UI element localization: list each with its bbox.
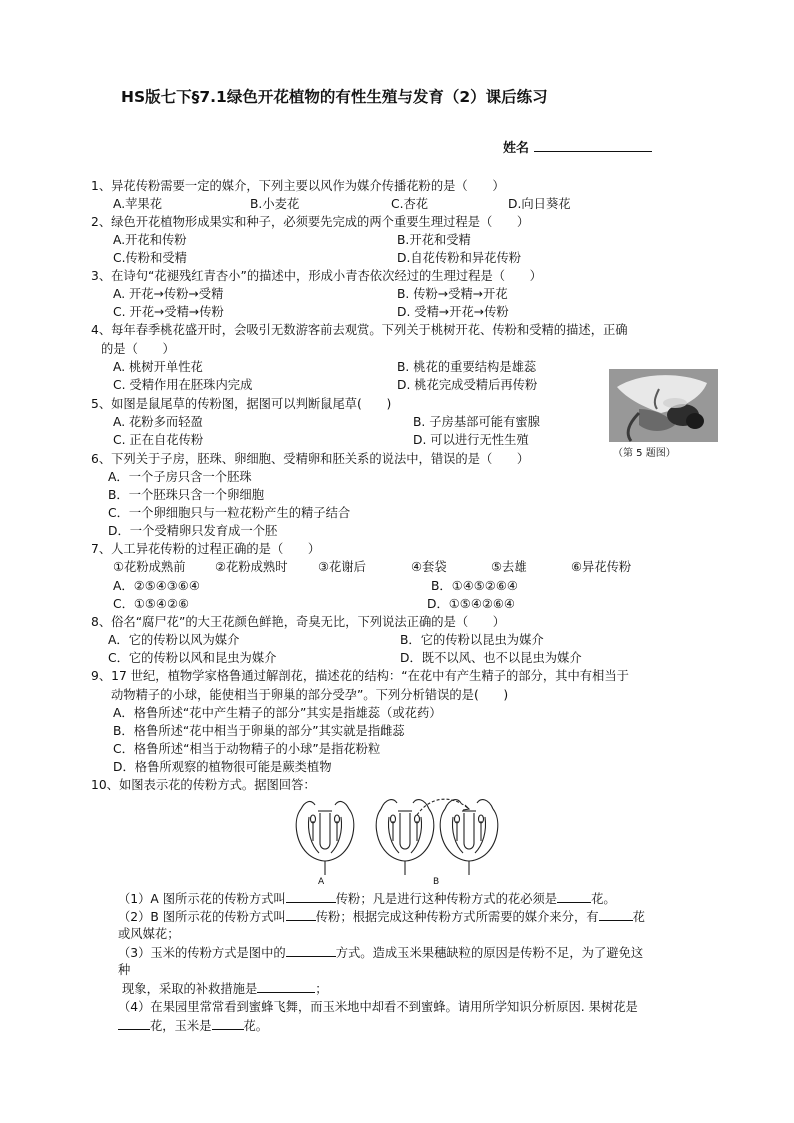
q6-option-d[interactable]: D．一个受精卵只发育成一个胚: [108, 524, 278, 538]
q6-option-a[interactable]: A．一个子房只含一个胚珠: [108, 470, 252, 484]
q7-option-b[interactable]: B．①④⑤②⑥④: [431, 579, 518, 593]
bee-flower-photo: [609, 369, 718, 442]
q10-part4-text-b: 花，玉米是: [150, 1019, 212, 1033]
q7-option-d[interactable]: D．①⑤④②⑥④: [427, 597, 515, 611]
q4-stem-cont: 的是（ ）: [101, 342, 175, 356]
q10-stem: 10、如图表示花的传粉方式。据图回答：: [91, 778, 316, 792]
q5-option-d[interactable]: D. 可以进行无性生殖: [413, 433, 529, 447]
q1-option-c[interactable]: C.杏花: [391, 197, 429, 211]
student-name-field[interactable]: [503, 139, 652, 157]
q7-step-3: ③花谢后: [318, 560, 366, 574]
q8-option-b[interactable]: B．它的传粉以昆虫为媒介: [400, 633, 544, 647]
q4-option-b[interactable]: B. 桃花的重要结构是雄蕊: [397, 360, 537, 374]
q10-part2: [118, 908, 645, 926]
pollination-diagram: [285, 791, 515, 891]
q3-option-c[interactable]: C. 开花→受精→传粉: [113, 305, 224, 319]
q10-part1-blank-2[interactable]: [557, 890, 591, 903]
q8-option-a[interactable]: A．它的传粉以风为媒介: [108, 633, 240, 647]
q1-option-d[interactable]: D.向日葵花: [508, 197, 571, 211]
q3-stem: 3、在诗句“花褪残红青杏小”的描述中，形成小青杏依次经过的生理过程是（ ）: [91, 269, 542, 283]
q1-stem: 1、异花传粉需要一定的媒介，下列主要以风作为媒介传播花粉的是（ ）: [91, 179, 505, 193]
q5-option-b[interactable]: B. 子房基部可能有蜜腺: [413, 415, 540, 429]
q10-part3-text-a: （3）玉米的传粉方式是图中的: [118, 946, 286, 960]
q2-option-a[interactable]: A.开花和传粉: [113, 233, 187, 247]
q4-stem: 4、每年春季桃花盛开时，会吸引无数游客前去观赏。下列关于桃树开花、传粉和受精的描述，正确: [91, 323, 628, 337]
q3-option-a[interactable]: A. 开花→传粉→受精: [113, 287, 224, 301]
q10-part4-cont: [118, 1017, 268, 1035]
q5-stem: 5、如图是鼠尾草的传粉图，据图可以判断鼠尾草( ): [91, 397, 392, 411]
q10-part2-text-c: 花: [632, 910, 645, 924]
q3-option-b[interactable]: B. 传粉→受精→开花: [397, 287, 508, 301]
figure-label-b: B: [433, 877, 440, 887]
q10-part3-text-b: 方式。造成玉米果穗缺粒的原因是传粉不足，为了避免这: [335, 946, 644, 960]
q8-stem: 8、俗名“腐尸花”的大王花颜色鲜艳，奇臭无比，下列说法正确的是（ ）: [91, 615, 506, 629]
q6-option-b[interactable]: B．一个胚珠只含一个卵细胞: [108, 488, 264, 502]
q10-part4-text-c: 花。: [243, 1019, 269, 1033]
name-blank[interactable]: [534, 139, 652, 152]
q10-part4-blank-2[interactable]: [212, 1017, 244, 1030]
q4-option-d[interactable]: D. 桃花完成受精后再传粉: [397, 378, 538, 392]
figure-label-a: A: [318, 877, 325, 887]
q5-option-a[interactable]: A. 花粉多而轻盈: [113, 415, 203, 429]
q9-stem-cont: 动物精子的小球，能使相当于卵巢的部分受孕”。下列分析错误的是( ): [111, 688, 509, 702]
q7-stem: 7、人工异花传粉的过程正确的是（ ）: [91, 542, 321, 556]
q10-part1-text-c: 花。: [591, 892, 616, 906]
q1-option-b[interactable]: B.小麦花: [250, 197, 300, 211]
q7-step-1: ①花粉成熟前: [113, 560, 186, 574]
q6-stem: 6、下列关于子房，胚珠、卵细胞、受精卵和胚关系的说法中，错误的是（ ）: [91, 452, 530, 466]
q4-option-a[interactable]: A. 桃树开单性花: [113, 360, 203, 374]
q10-part3-blank-1[interactable]: [286, 944, 336, 957]
q10-part2-text-a: （2）B 图所示花的传粉方式叫: [118, 910, 286, 924]
q10-part3-cont: 种: [118, 963, 131, 977]
q10-part1-text-b: 传粉；凡是进行这种传粉方式的花必须是: [335, 892, 558, 906]
q4-option-c[interactable]: C. 受精作用在胚珠内完成: [113, 378, 253, 392]
q9-stem: 9、17 世纪，植物学家格鲁通过解剖花，描述花的结构：“在花中有产生精子的部分，其中有相当于: [91, 669, 629, 683]
q2-option-d[interactable]: D.自花传粉和异花传粉: [397, 251, 522, 265]
q9-option-a[interactable]: A．格鲁所述“花中产生精子的部分”其实是指雄蕊（或花药）: [113, 706, 442, 720]
name-label: 姓名: [503, 141, 530, 156]
q7-option-a[interactable]: A．②⑤④③⑥④: [113, 579, 200, 593]
q6-option-c[interactable]: C．一个卵细胞只与一粒花粉产生的精子结合: [108, 506, 351, 520]
page-title: HS版七下§7.1绿色开花植物的有性生殖与发育（2）课后练习: [121, 88, 548, 106]
q1-option-a[interactable]: A.苹果花: [113, 197, 162, 211]
q10-part2-blank-2[interactable]: [599, 908, 633, 921]
q10-part4-blank-1[interactable]: [118, 1017, 150, 1030]
q7-step-6: ⑥异花传粉: [571, 560, 632, 574]
q10-part1-blank-1[interactable]: [286, 890, 336, 903]
q9-option-c[interactable]: C．格鲁所述“相当于动物精子的小球”是指花粉粒: [113, 742, 381, 756]
q10-part3-blank-2[interactable]: [257, 980, 315, 993]
q2-option-b[interactable]: B.开花和受精: [397, 233, 471, 247]
q7-step-4: ④套袋: [411, 560, 447, 574]
q7-step-5: ⑤去雄: [491, 560, 527, 574]
q7-step-2: ②花粉成熟时: [215, 560, 288, 574]
q10-part3-line3: [122, 980, 328, 998]
q8-option-d[interactable]: D．既不以风、也不以昆虫为媒介: [400, 651, 582, 665]
q10-part2-blank-1[interactable]: [286, 908, 316, 921]
q5-figure-caption: （第 5 题图）: [613, 448, 676, 459]
q5-option-c[interactable]: C. 正在自花传粉: [113, 433, 204, 447]
q10-part3: [118, 944, 643, 962]
q10-part1-text-a: （1）A 图所示花的传粉方式叫: [118, 892, 286, 906]
q10-part1: [118, 890, 616, 908]
q9-option-b[interactable]: B．格鲁所述“花中相当于卵巢的部分”其实就是指雌蕊: [113, 724, 405, 738]
q8-option-c[interactable]: C．它的传粉以风和昆虫为媒介: [108, 651, 277, 665]
q2-option-c[interactable]: C.传粉和受精: [113, 251, 187, 265]
q10-part3-text-c: 现象，采取的补救措施是: [122, 982, 258, 996]
q10-part2-cont: 或风媒花；: [118, 927, 180, 941]
q3-option-d[interactable]: D. 受精→开花→传粉: [397, 305, 509, 319]
q9-option-d[interactable]: D．格鲁所观察的植物很可能是蕨类植物: [113, 760, 332, 774]
q10-part3-text-d: ；: [315, 982, 328, 996]
q2-stem: 2、绿色开花植物形成果实和种子，必须要先完成的两个重要生理过程是（ ）: [91, 215, 530, 229]
q10-part2-text-b: 传粉；根据完成这种传粉方式所需要的媒介来分，有: [315, 910, 599, 924]
q10-part4: （4）在果园里常常看到蜜蜂飞舞，而玉米地中却看不到蜜蜂。请用所学知识分析原因. 果树花是: [118, 1000, 638, 1014]
q7-option-c[interactable]: C．①⑤④②⑥: [113, 597, 190, 611]
